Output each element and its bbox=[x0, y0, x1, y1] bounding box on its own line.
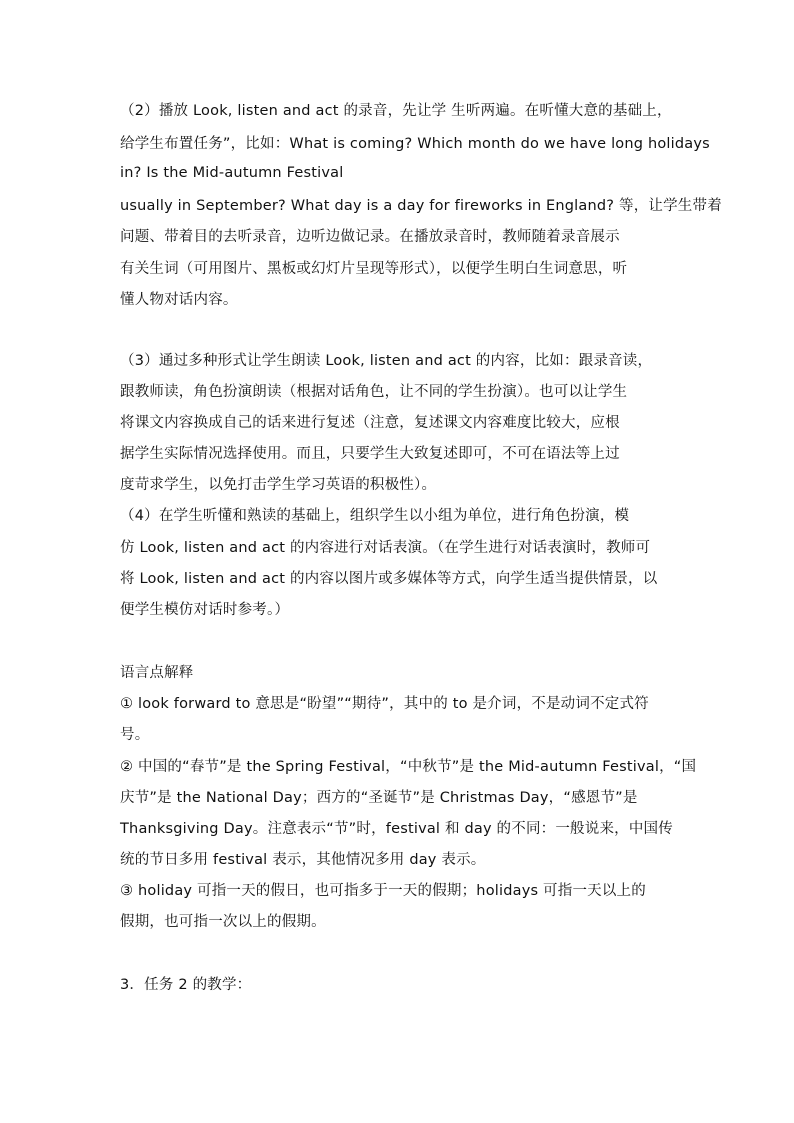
section-heading-language-points: 语言点解释 bbox=[120, 665, 194, 681]
paragraph-2-line-2: 给学生布置任务”，比如：What is coming? Which month do we have long holidays bbox=[120, 136, 710, 152]
paragraph-4-line-1: （4）在学生听懂和熟读的基础上，组织学生以小组为单位，进行角色扮演，模 bbox=[120, 508, 630, 524]
note-2-line-4: 统的节日多用 festival 表示，其他情况多用 day 表示。 bbox=[120, 852, 486, 868]
note-2-line-3: Thanksgiving Day。注意表示“节”时，festival 和 day 的不同：一般说来，中国传 bbox=[120, 821, 673, 837]
section-heading-task-2: 3．任务 2 的教学： bbox=[120, 977, 252, 993]
paragraph-3-line-2: 跟教师读，角色扮演朗读（根据对话角色，让不同的学生扮演）。也可以让学生 bbox=[120, 384, 628, 400]
paragraph-2-line-5: 问题、带着目的去听录音，边听边做记录。在播放录音时，教师随着录音展示 bbox=[120, 229, 620, 245]
paragraph-2-line-1: （2）播放 Look, listen and act 的录音，先让学 生听两遍。在听懂大意的基础上， bbox=[120, 103, 672, 119]
paragraph-2-line-7: 懂人物对话内容。 bbox=[120, 292, 238, 308]
paragraph-2-line-3: in? Is the Mid-autumn Festival bbox=[120, 165, 344, 181]
note-3-line-1: ③ holiday 可指一天的假日，也可指多于一天的假期；holidays 可指一天以上的 bbox=[120, 883, 646, 899]
note-1-line-2: 号。 bbox=[120, 727, 150, 743]
note-2-line-1: ② 中国的“春节”是 the Spring Festival，“中秋节”是 the Mid-autumn Festival，“国 bbox=[120, 759, 697, 775]
paragraph-2-line-6: 有关生词（可用图片、黑板或幻灯片呈现等形式），以便学生明白生词意思，听 bbox=[120, 261, 628, 277]
paragraph-4-line-3: 将 Look, listen and act 的内容以图片或多媒体等方式，向学生适当提供情景，以 bbox=[120, 571, 658, 587]
paragraph-3-line-3: 将课文内容换成自己的话来进行复述（注意，复述课文内容难度比较大，应根 bbox=[120, 415, 620, 431]
paragraph-3-line-5: 度苛求学生，以免打击学生学习英语的积极性）。 bbox=[120, 477, 437, 493]
paragraph-2-line-4: usually in September? What day is a day for fireworks in England? 等，让学生带着 bbox=[120, 198, 722, 214]
paragraph-4-line-4: 便学生模仿对话时参考。） bbox=[120, 602, 290, 618]
note-2-line-2: 庆节”是 the National Day；西方的“圣诞节”是 Christmas Day，“感恩节”是 bbox=[120, 790, 638, 806]
note-3-line-2: 假期，也可指一次以上的假期。 bbox=[120, 914, 326, 930]
paragraph-3-line-1: （3）通过多种形式让学生朗读 Look, listen and act 的内容，比如：跟录音读， bbox=[120, 353, 653, 369]
paragraph-3-line-4: 据学生实际情况选择使用。而且，只要学生大致复述即可，不可在语法等上过 bbox=[120, 446, 620, 462]
note-1-line-1: ① look forward to 意思是“盼望”“期待”，其中的 to 是介词，不是动词不定式符 bbox=[120, 696, 649, 712]
paragraph-4-line-2: 仿 Look, listen and act 的内容进行对话表演。（在学生进行对话表演时，教师可 bbox=[120, 540, 651, 556]
